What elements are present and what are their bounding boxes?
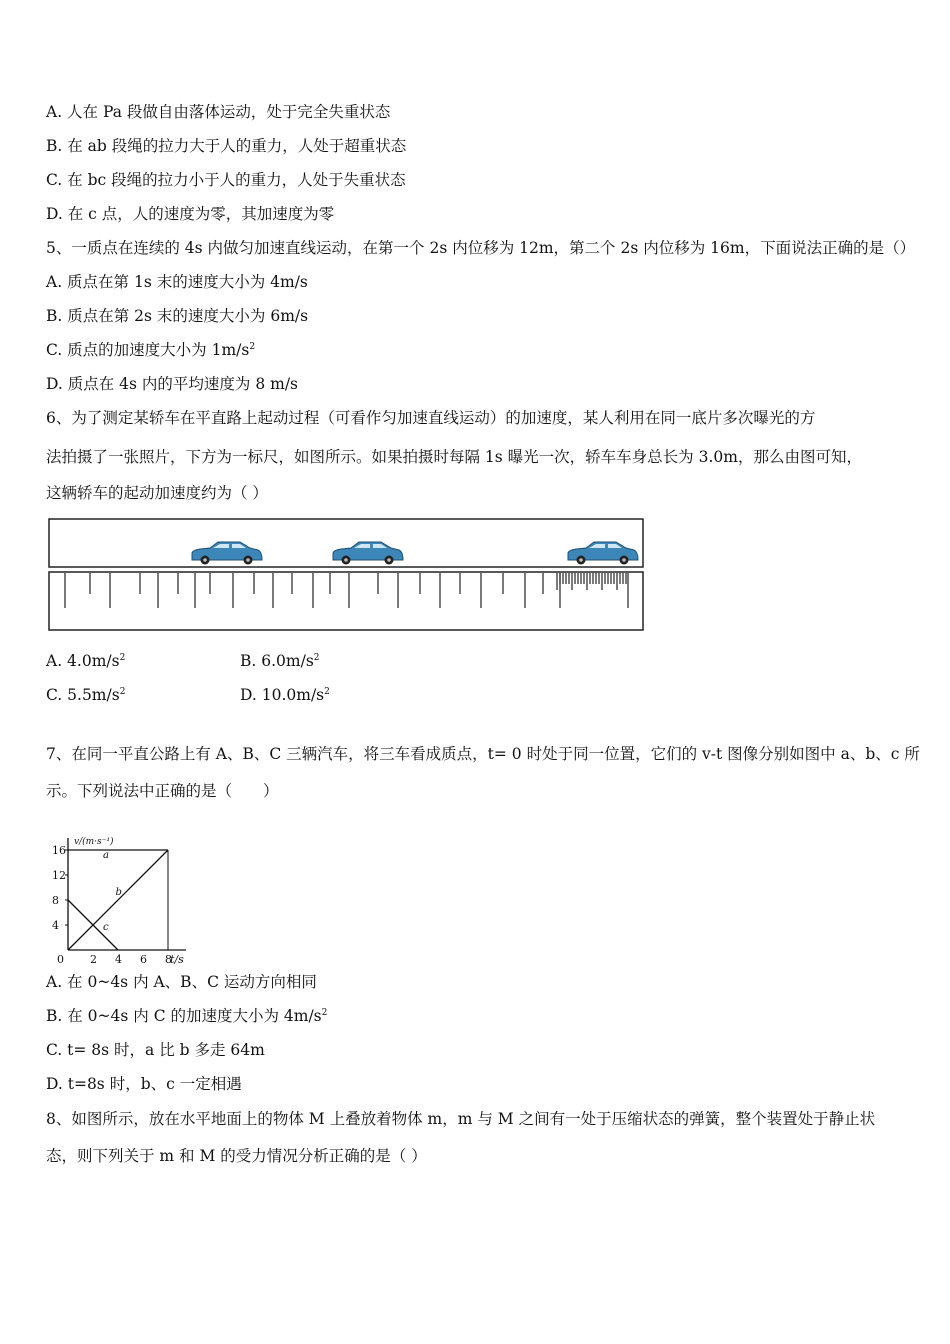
q6-option-b: B. $6.0m/s^2$ <box>240 652 320 670</box>
series-label-a: a <box>103 850 109 862</box>
x-tick-label: 6 <box>140 953 147 964</box>
q7-option-b: B. 在 0~4s 内 C 的加速度大小为 $4m/s^2$ <box>46 1007 328 1025</box>
q7-stem-line2: 示。下列说法中正确的是（ ） <box>46 782 279 800</box>
q7-option-a: A. 在 0~4s 内 A、B、C 运动方向相同 <box>46 973 317 991</box>
q6-stem-line3: 这辆轿车的起动加速度约为（ ） <box>46 484 268 502</box>
q6-stem-line1: 6、为了测定某轿车在平直路上起动过程（可看作匀加速直线运动）的加速度，某人利用在同一底片多次曝光的方 <box>46 409 816 427</box>
q7-stem-line1: 7、在同一平直公路上有 A、B、C 三辆汽车，将三车看成质点，t= 0 时处于同一位置，它们的 v-t 图像分别如图中 a、b、c 所 <box>46 745 920 763</box>
series-label-b: b <box>115 887 122 898</box>
q8-stem-line2: 态，则下列关于 m 和 M 的受力情况分析正确的是（ ） <box>46 1147 427 1165</box>
q5-option-a: A. 质点在第 1s 末的速度大小为 4m/s <box>46 273 308 291</box>
y-axis-label: v/(m·s⁻¹) <box>74 837 114 847</box>
y-tick-label: 16 <box>52 844 66 857</box>
y-tick-label: 8 <box>52 894 59 907</box>
q4-option-d: D. 在 c 点，人的速度为零，其加速度为零 <box>46 205 335 223</box>
x-tick-label: 2 <box>90 953 97 964</box>
q6-option-c: C. $5.5m/s^2$ <box>46 686 126 704</box>
series-label-c: c <box>103 922 109 933</box>
q4-option-b: B. 在 ab 段绳的拉力大于人的重力，人处于超重状态 <box>46 137 407 155</box>
q5-option-c: C. 质点的加速度大小为 $1m/s^2$ <box>46 341 256 359</box>
x-tick-label: 8 <box>165 953 172 964</box>
y-tick-label: 12 <box>52 869 66 882</box>
y-tick-label: 4 <box>52 919 59 932</box>
q5-stem: 5、一质点在连续的 4s 内做匀加速直线运动，在第一个 2s 内位移为 12m，第二个 2s 内位移为 16m，下面说法正确的是（） <box>46 239 916 257</box>
ruler-frame <box>49 572 643 630</box>
x-tick-label: 4 <box>115 953 122 964</box>
q7-option-d: D. t=8s 时，b、c 一定相遇 <box>46 1075 242 1093</box>
x-axis-label: t/s <box>170 953 184 964</box>
q6-option-d: D. $10.0m/s^2$ <box>240 686 330 704</box>
q6-stem-line2: 法拍摄了一张照片，下方为一标尺，如图所示。如果拍摄时每隔 1s 曝光一次，轿车车身总长为 3.0m，那么由图可知， <box>46 448 862 466</box>
q8-stem-line1: 8、如图所示，放在水平地面上的物体 M 上叠放着物体 m，m 与 M 之间有一处于压缩状态的弹簧，整个装置处于静止状 <box>46 1110 876 1128</box>
x-tick-label: 0 <box>57 953 64 964</box>
q5-option-b: B. 质点在第 2s 末的速度大小为 6m/s <box>46 307 309 325</box>
q4-option-c: C. 在 bc 段绳的拉力小于人的重力，人处于失重状态 <box>46 171 406 189</box>
vt-graph <box>46 826 196 964</box>
series-line-b <box>68 850 168 950</box>
q6-option-a: A. $4.0m/s^2$ <box>46 652 126 670</box>
q7-option-c: C. t= 8s 时，a 比 b 多走 64m <box>46 1041 265 1059</box>
q4-option-a: A. 人在 Pa 段做自由落体运动，处于完全失重状态 <box>46 103 391 121</box>
car-photo-figure <box>48 518 646 632</box>
q5-option-d: D. 质点在 4s 内的平均速度为 8 m/s <box>46 375 298 393</box>
